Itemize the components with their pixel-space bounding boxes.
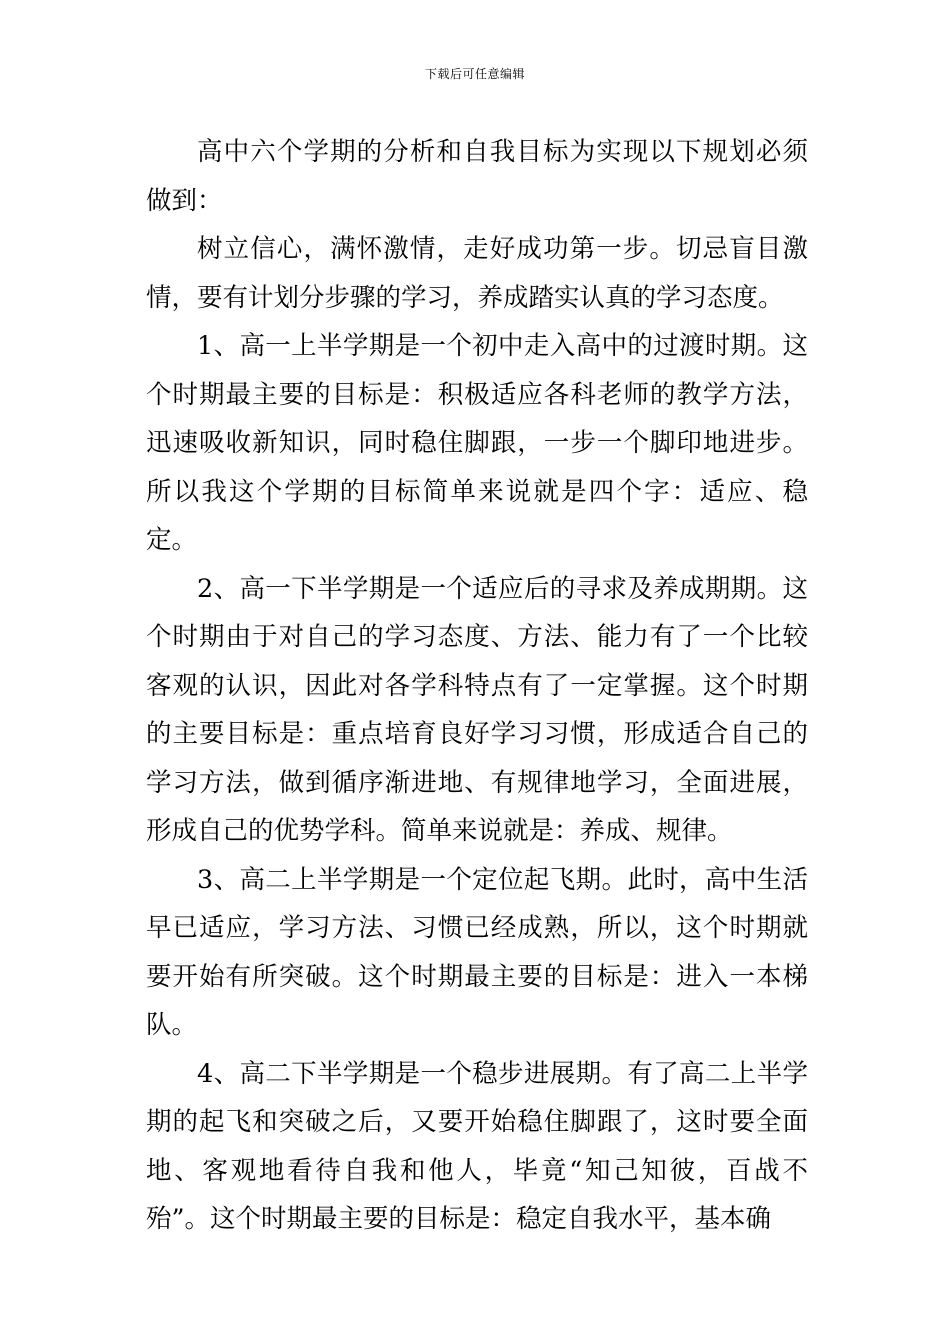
paragraph-semester-3: 3、高二上半学期是一个定位起飞期。此时，高中生活早已适应，学习方法、习惯已经成熟，所以，这个时期就要开始有所突破。这个时期最主要的目标是：进入一本梯队。 xyxy=(146,864,808,1040)
document-body xyxy=(146,128,808,1244)
paragraph-semester-4: 4、高二下半学期是一个稳步进展期。有了高二上半学期的起飞和突破之后，又要开始稳住脚跟了，这时要全面地、客观地看待自我和他人，毕竟“知己知彼，百战不殆”。这个时期最主要的目标是：稳定自我水平，基本确 xyxy=(146,1058,808,1234)
paragraph-semester-2: 2、高一下半学期是一个适应后的寻求及养成期期。这个时期由于对自己的学习态度、方法、能力有了一个比较客观的认识，因此对各学科特点有了一定掌握。这个时期的主要目标是：重点培育良好学习习惯，形成适合自己的学习方法，做到循序渐进地、有规律地学习，全面进展，形成自己的优势学科。简单来说就是：养成、规律。 xyxy=(146,573,808,846)
paragraph-semester-1: 1、高一上半学期是一个初中走入高中的过渡时期。这个时期最主要的目标是：积极适应各科老师的教学方法，迅速吸收新知识，同时稳住脚跟，一步一个脚印地进步。所以我这个学期的目标简单来说就是四个字：适应、稳定。 xyxy=(146,331,808,555)
paragraph-intro: 高中六个学期的分析和自我目标为实现以下规划必须做到： xyxy=(146,137,808,216)
paragraph-confidence: 树立信心，满怀激情，走好成功第一步。切忌盲目激情，要有计划分步骤的学习，养成踏实认真的学习态度。 xyxy=(146,234,808,313)
page-header: 下载后可任意编辑 xyxy=(424,67,525,81)
